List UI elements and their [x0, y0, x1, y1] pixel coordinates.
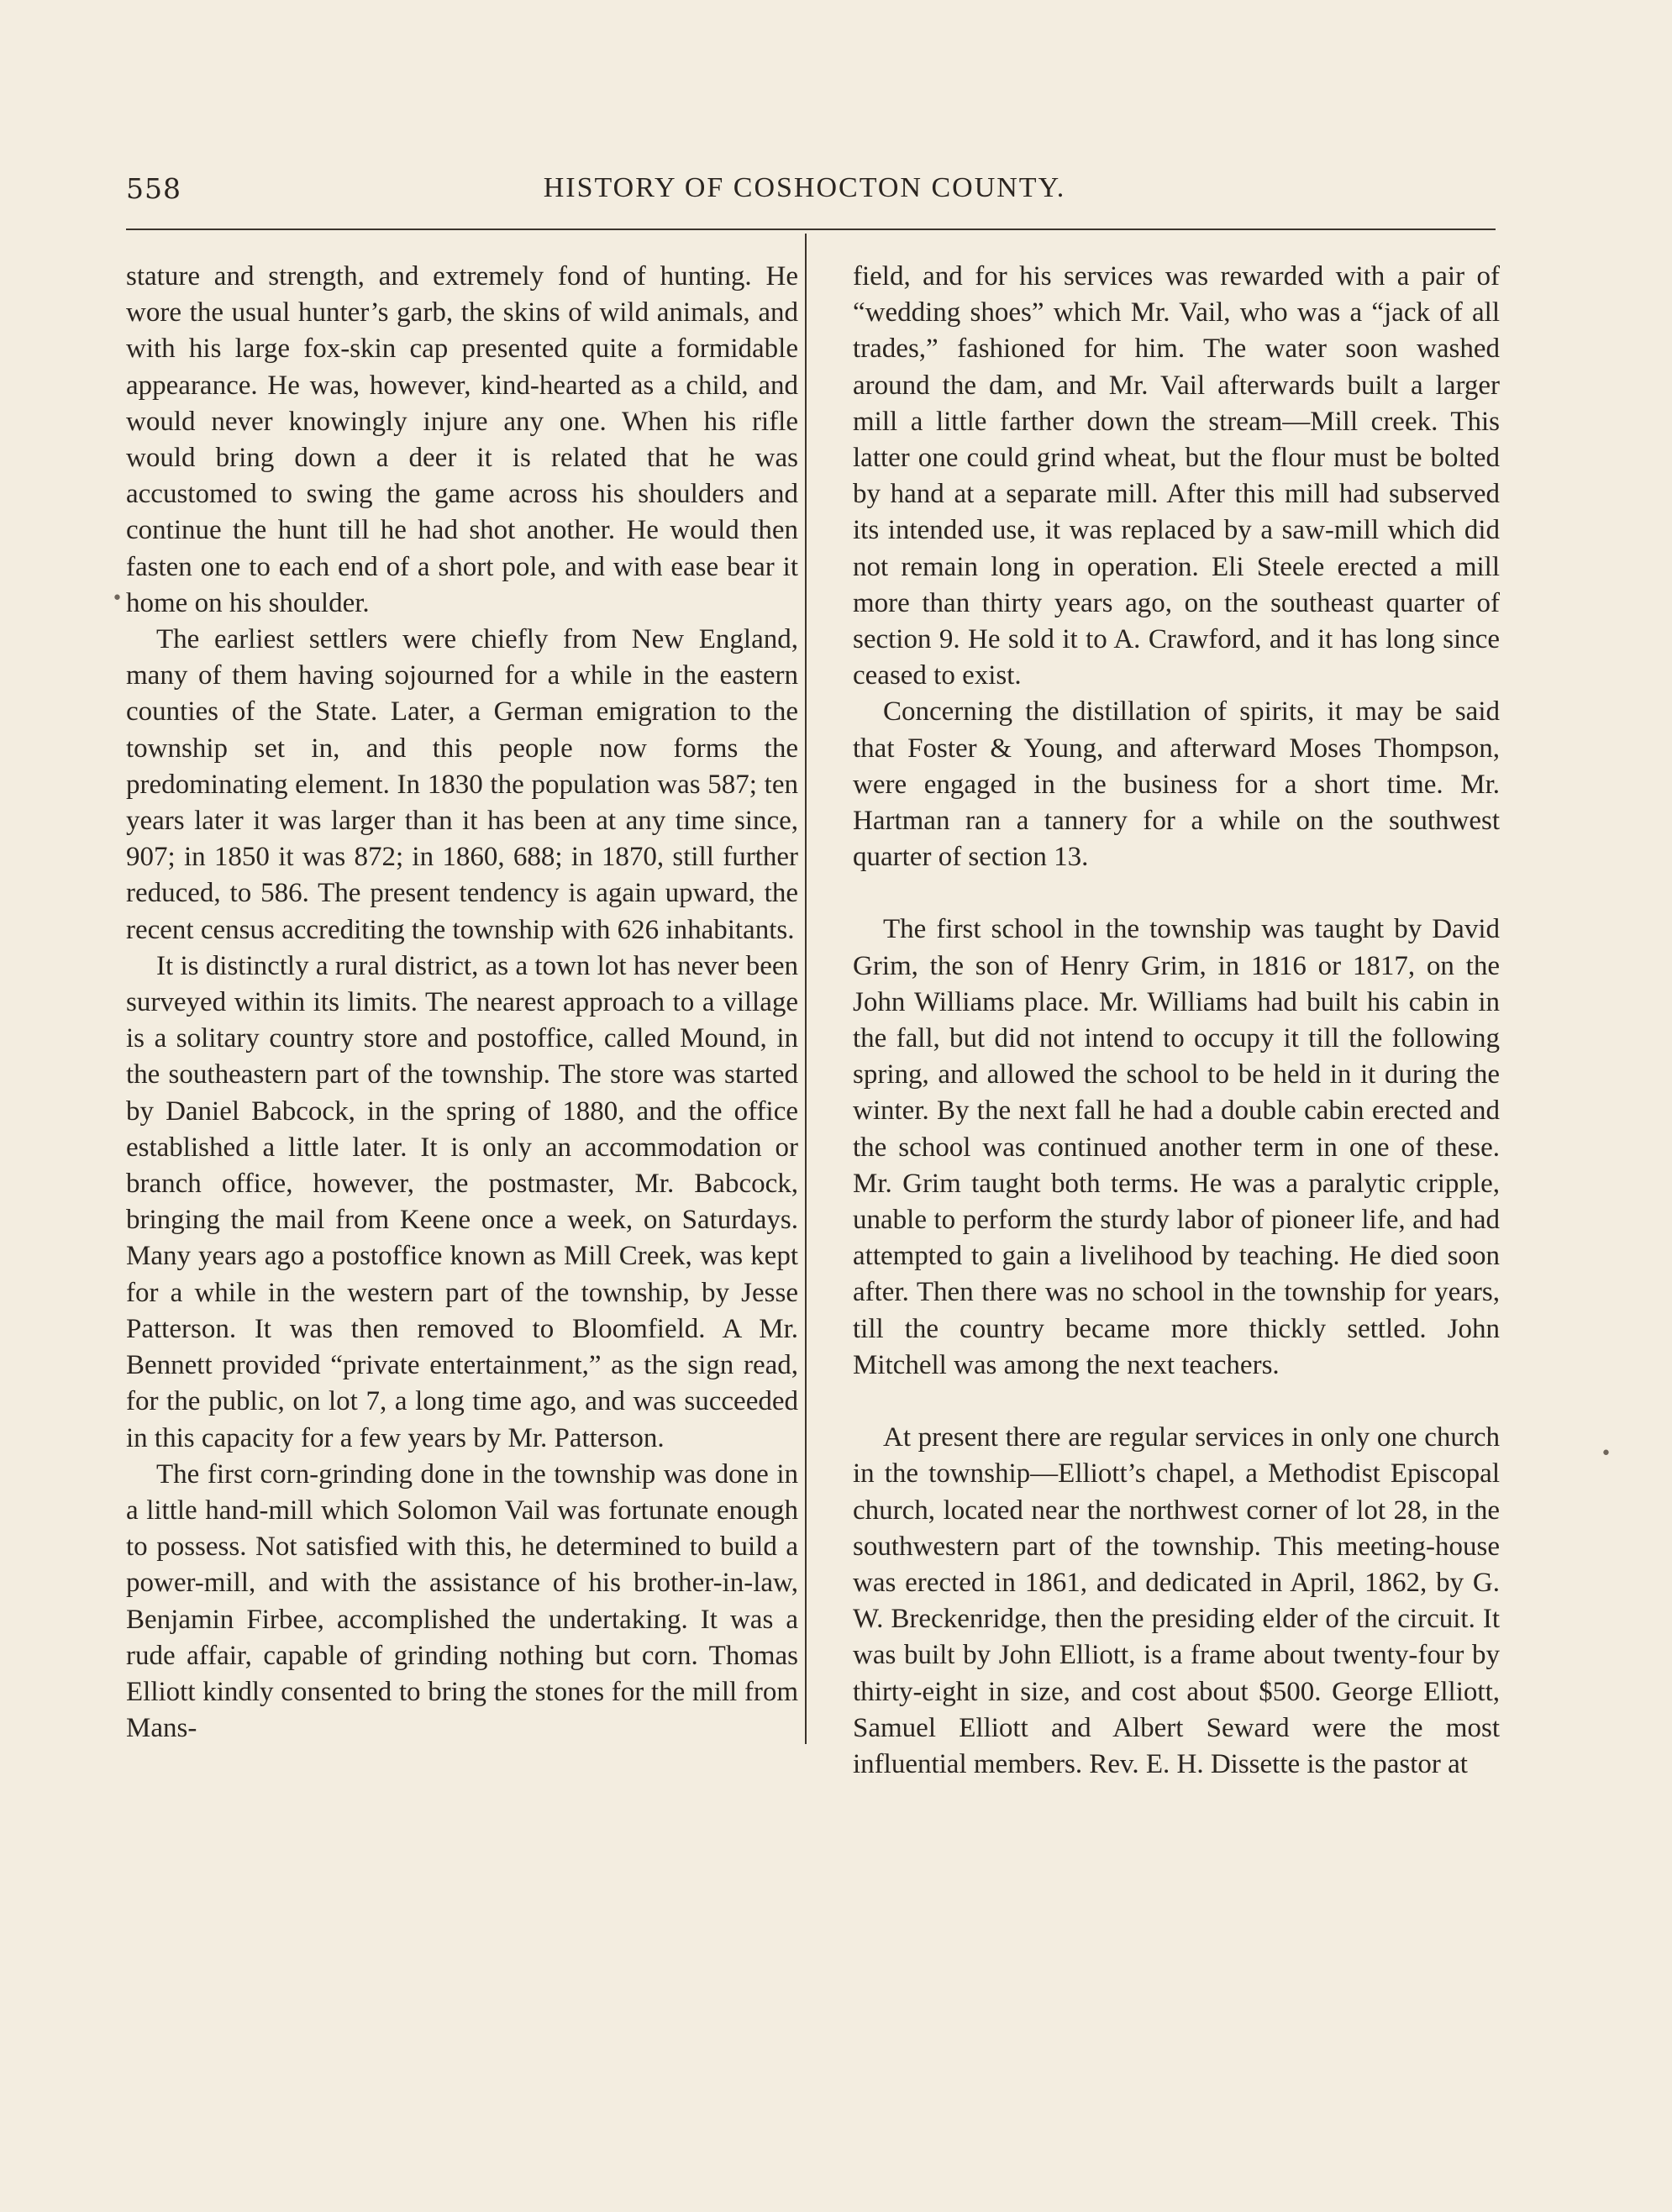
- running-title: HISTORY OF COSHOCTON COUNTY.: [543, 172, 1066, 203]
- margin-dot-mark: •: [112, 588, 123, 609]
- paragraph-rural-district: It is distinctly a rural district, as a town lot has never been surveyed within its limits. The nearest approach to a village is a solitary country store and postoffice, called Mound, in the southeastern part of the township. The store was started by Daniel Babcock, in the spring of 1880, and the office established a little later. It is only an accommodation or branch office, however, the postmaster, Mr. Babcock, bringing the mail from Keene once a week, on Saturdays. Many years ago a postoffice known as Mill Creek, was kept for a while in the western part of the township, by Jesse Patterson. It was then removed to Bloomfield. A Mr. Bennett provided “private entertainment,” as the sign read, for the public, on lot 7, a long time ago, and was succeeded in this capacity for a few years by Mr. Patterson.: [126, 950, 798, 1453]
- paragraph-first-school: The first school in the township was taught by David Grim, the son of Henry Grim, in 1816 or 1817, on the John Williams place. Mr. Williams had built his cabin in the fall, but did not intend to occupy it till the following spring, and allowed the school to be held in it during the winter. By the next fall he had a double cabin erected and the school was continued another term in one of these. Mr. Grim taught both terms. He was a paralytic cripple, unable to perform the sturdy labor of pioneer life, and had attempted to gain a livelihood by teaching. He died soon after. Then there was no school in the township for years, till the country became more thickly settled. John Mitchell was among the next teachers.: [853, 914, 1500, 1380]
- paragraph-hunter-description: stature and strength, and extremely fond of hunting. He wore the usual hunter’s garb, the skins of wild animals, and with his large fox-skin cap presented quite a formidable appearance. He was, however, kind-hearted as a child, and would never knowingly injure any one. When his rifle would bring down a deer it is related that he was accustomed to swing the game across his shoulders and continue the hunt till he had shot another. He would then fasten one to each end of a short pole, and with ease bear it home on his shoulder.: [126, 261, 798, 618]
- page-header: [126, 172, 1483, 223]
- right-column: [853, 259, 1500, 1783]
- paragraph-church: At present there are regular services in only one church in the township—Elliott’s chapel, a Methodist Episcopal church, located near the northwest corner of lot 28, in the southwestern part of the township. This meeting-house was erected in 1861, and dedicated in April, 1862, by G. W. Breckenridge, then the presiding elder of the circuit. It was built by John Elliott, is a frame about twenty-four by thirty-eight in size, and cost about $500. George Elliott, Samuel Elliott and Albert Seward were the most influential members. Rev. E. H. Dissette is the pastor at: [853, 1422, 1500, 1779]
- paragraph-distillation: Concerning the distillation of spirits, it may be said that Foster & Young, and afterward Moses Thompson, were engaged in the business for a short time. Mr. Hartman ran a tannery for a while on the southwest quarter of section 13.: [853, 696, 1500, 873]
- left-column: [126, 259, 798, 1747]
- column-divider: [805, 234, 807, 1744]
- paragraph-mills: field, and for his services was rewarded with a pair of “wedding shoes” which Mr. Vail, who was a “jack of all trades,” fashioned for him. The water soon washed around the dam, and Mr. Vail afterwards built a larger mill a little farther down the stream—Mill creek. This latter one could grind wheat, but the flour must be bolted by hand at a separate mill. After this mill had subserved its intended use, it was replaced by a saw-mill which did not remain long in operation. Eli Steele erected a mill more than thirty years ago, on the southeast quarter of section 9. He sold it to A. Crawford, and it has long since ceased to exist.: [853, 261, 1500, 691]
- page-number: 558: [126, 172, 181, 205]
- paragraph-earliest-settlers: The earliest settlers were chiefly from New England, many of them having sojourned for a while in the eastern counties of the State. Later, a German emigration to the township set in, and this people now forms the predominating element. In 1830 the population was 587; ten years later it was larger than it has been at any time since, 907; in 1850 it was 872; in 1860, 688; in 1870, still further reduced, to 586. The present tendency is again upward, the recent census accrediting the township with 626 inhabitants.: [126, 624, 798, 945]
- margin-dot-mark: •: [1601, 1443, 1612, 1464]
- header-rule: [126, 229, 1496, 230]
- paragraph-corn-grinding: The first corn-grinding done in the township was done in a little hand-mill which Solomon Vail was fortunate enough to possess. Not satisfied with this, he determined to build a power-mill, and with the assistance of his brother-in-law, Benjamin Firbee, accomplished the undertaking. It was a rude affair, capable of grinding nothing but corn. Thomas Elliott kindly consented to bring the stones for the mill from Mans-: [126, 1458, 798, 1744]
